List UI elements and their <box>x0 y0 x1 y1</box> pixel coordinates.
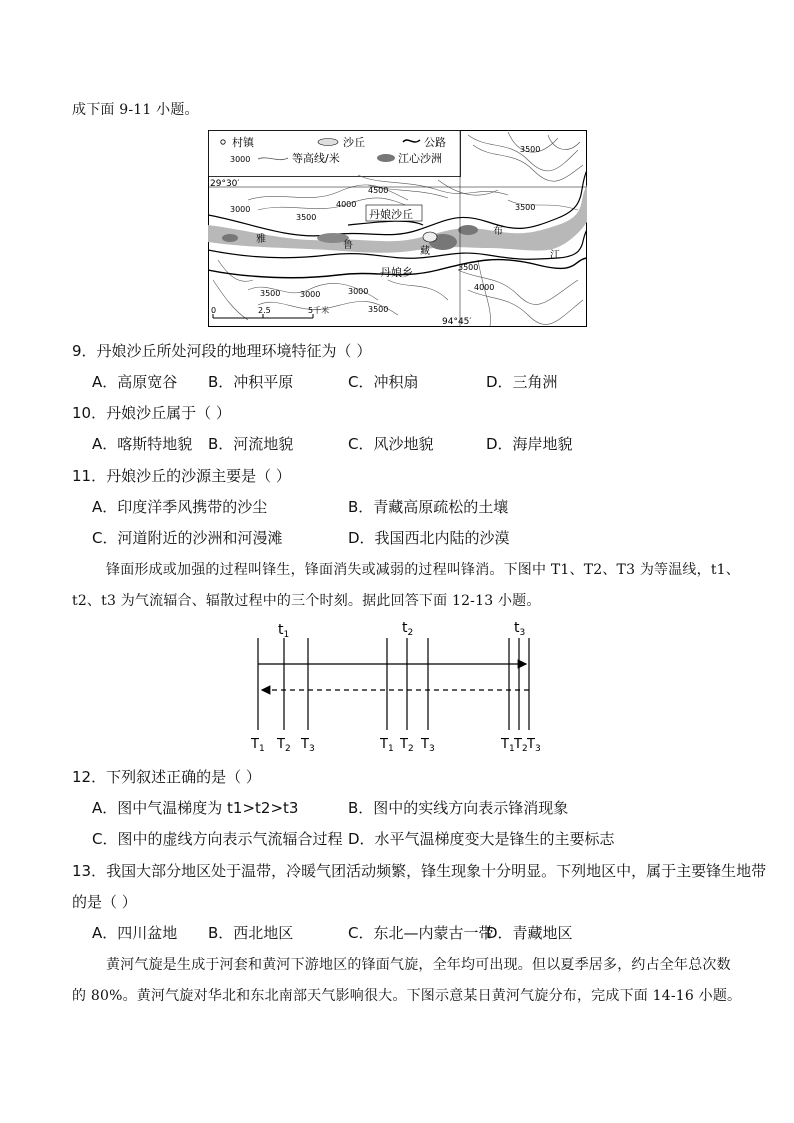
scale-label: 0 <box>211 306 217 315</box>
contour-label: 3000 <box>348 287 369 296</box>
longitude-label: 94°45′ <box>442 317 472 327</box>
scale-label: 5千米 <box>308 306 330 315</box>
legend-contour: 等高线/米 <box>292 152 340 165</box>
answer-option[interactable]: B．青藏高原疏松的土壤 <box>348 498 509 516</box>
river-char: 雅 <box>256 234 266 245</box>
intro-text: 黄河气旋是生成于河套和黄河下游地区的锋面气旋，全年均可出现。但以夏季居多，约占全年总次数 <box>106 957 731 973</box>
intro-text: 锋面形成或加强的过程叫锋生，锋面消失或减弱的过程叫锋消。下图中 T1、T2、T3 为等温线，t1、 <box>106 562 740 578</box>
answer-option[interactable]: B．冲积平原 <box>208 373 294 391</box>
intro-text: 的 80%。黄河气旋对华北和东北南部天气影响很大。下图示意某日黄河气旋分布，完成下面 14-16 小题。 <box>72 988 742 1004</box>
isotherm-label: $T_1$ <box>501 737 515 754</box>
isotherm-label: $T_3$ <box>527 737 541 754</box>
answer-option[interactable]: B．图中的实线方向表示锋消现象 <box>348 799 569 817</box>
isotherm-label: $T_2$ <box>514 737 528 754</box>
answer-option[interactable]: C．风沙地貌 <box>348 435 434 453</box>
answer-option[interactable]: D．我国西北内陆的沙漠 <box>348 529 510 547</box>
answer-option[interactable]: A．四川盆地 <box>92 924 178 942</box>
river-char: 布 <box>493 226 503 237</box>
question-stem: 12．下列叙述正确的是（ ） <box>72 768 261 786</box>
river-char: 藏 <box>420 246 430 257</box>
scale-label: 2.5 <box>258 306 271 315</box>
river-char: 江 <box>550 250 560 261</box>
isotherm-label: $T_1$ <box>251 737 265 754</box>
contour-label: 3000 <box>230 205 251 214</box>
contour-label: 3500 <box>515 203 536 212</box>
contour-label: 3500 <box>296 213 317 222</box>
isotherm-label: $T_2$ <box>400 737 414 754</box>
answer-option[interactable]: D．青藏地区 <box>486 924 573 942</box>
dune-map <box>208 130 587 327</box>
contour-label: 3500 <box>260 289 281 298</box>
latitude-label: 29°30′ <box>210 179 240 189</box>
contour-label: 4000 <box>336 200 357 209</box>
legend-village: 村镇 <box>232 136 254 149</box>
answer-option[interactable]: D．水平气温梯度变大是锋生的主要标志 <box>348 830 615 848</box>
isotherm-label: $T_3$ <box>301 737 315 754</box>
answer-option[interactable]: C．图中的虚线方向表示气流辐合过程 <box>92 830 343 848</box>
contour-label: 3500 <box>368 305 389 314</box>
isotherm-label: $T_3$ <box>421 737 435 754</box>
contour-label: 3000 <box>300 290 321 299</box>
township-label: 丹娘乡 <box>380 266 413 279</box>
question-stem: 13．我国大部分地区处于温带，冷暖气团活动频繁，锋生现象十分明显。下列地区中，属于主要锋生地带 <box>72 862 767 880</box>
isotherm-label: $T_1$ <box>380 737 394 754</box>
question-stem: 10．丹娘沙丘属于（ ） <box>72 404 231 422</box>
answer-option[interactable]: B．西北地区 <box>208 924 294 942</box>
time-label: $t_3$ <box>514 620 526 638</box>
contour-label: 3500 <box>520 145 541 154</box>
question-stem: 11．丹娘沙丘的沙源主要是（ ） <box>72 467 291 485</box>
answer-option[interactable]: C．东北—内蒙古一带 <box>348 924 494 942</box>
answer-option[interactable]: C．冲积扇 <box>348 373 419 391</box>
answer-option[interactable]: D．海岸地貌 <box>486 435 573 453</box>
contour-label: 4500 <box>368 186 389 195</box>
time-label: $t_1$ <box>278 622 290 640</box>
answer-option[interactable]: C．河道附近的沙洲和河漫滩 <box>92 529 283 547</box>
answer-option[interactable]: D．三角洲 <box>486 373 558 391</box>
isotherm-label: $T_2$ <box>277 737 291 754</box>
contour-label: 3500 <box>458 263 479 272</box>
answer-option[interactable]: A．喀斯特地貌 <box>92 435 193 453</box>
contour-label: 4000 <box>474 283 495 292</box>
intro-text: t2、t3 为气流辐合、辐散过程中的三个时刻。据此回答下面 12-13 小题。 <box>72 593 541 609</box>
legend-contour-sample: 3000 <box>230 155 251 164</box>
answer-option[interactable]: B．河流地貌 <box>208 435 294 453</box>
intro-text: 成下面 9-11 小题。 <box>72 102 199 118</box>
dune-symbol <box>318 139 338 146</box>
legend-dune: 沙丘 <box>343 136 365 149</box>
legend-road: 公路 <box>424 136 446 149</box>
answer-option[interactable]: A．印度洋季风携带的沙尘 <box>92 498 268 516</box>
question-stem-continued: 的是（ ） <box>72 893 137 911</box>
answer-option[interactable]: A．图中气温梯度为 t1>t2>t3 <box>92 799 299 817</box>
dune-name-label: 丹娘沙丘 <box>369 208 413 221</box>
legend-sandbar: 江心沙洲 <box>398 152 442 165</box>
answer-option[interactable]: A．高原宽谷 <box>92 373 178 391</box>
isotherm-figure <box>246 618 556 760</box>
question-stem: 9．丹娘沙丘所处河段的地理环境特征为（ ） <box>72 342 372 360</box>
river-char: 鲁 <box>343 240 353 251</box>
time-label: $t_2$ <box>402 620 414 638</box>
sandbar-symbol <box>377 154 395 162</box>
